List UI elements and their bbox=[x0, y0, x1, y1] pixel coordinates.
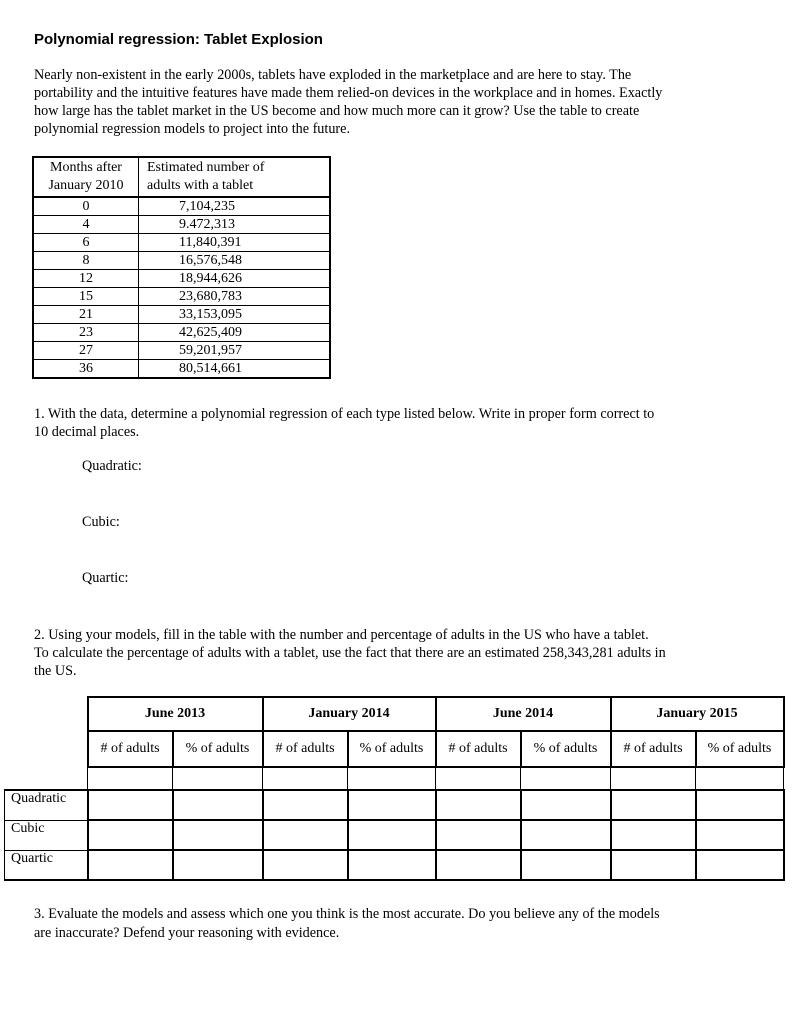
row-label-quartic: Quartic bbox=[5, 850, 88, 880]
period-january-2015: January 2015 bbox=[611, 697, 784, 731]
question-2-line: To calculate the percentage of adults with a tablet, use the fact that there are an estimated 258,343,281 adults in bbox=[34, 645, 666, 661]
answer-cell[interactable] bbox=[263, 850, 348, 880]
row-label-quadratic: Quadratic bbox=[5, 790, 88, 820]
period-june-2014: June 2014 bbox=[436, 697, 611, 731]
intro-line: how large has the tablet market in the US become and how much more can it grow? Use the table to create bbox=[34, 103, 640, 119]
adults-cell: 33,153,095 bbox=[139, 306, 331, 324]
answer-cell[interactable] bbox=[696, 850, 784, 880]
adults-header-line: adults with a tablet bbox=[147, 178, 254, 193]
months-header bbox=[33, 157, 139, 197]
count-header: # of adults bbox=[88, 731, 173, 767]
spacer-cell bbox=[611, 767, 696, 790]
adults-cell: 59,201,957 bbox=[139, 342, 331, 360]
months-cell: 8 bbox=[33, 252, 139, 270]
corner-blank bbox=[5, 767, 88, 790]
subheader-row bbox=[5, 731, 784, 767]
question-1-line: 1. With the data, determine a polynomial regression of each type listed below. Write in proper form correct to bbox=[34, 406, 655, 422]
months-cell: 12 bbox=[33, 270, 139, 288]
months-cell: 23 bbox=[33, 324, 139, 342]
adults-cell: 80,514,661 bbox=[139, 360, 331, 379]
question-3 bbox=[34, 905, 764, 943]
quadratic-model-label: Quadratic: bbox=[82, 458, 142, 474]
intro-line: Nearly non-existent in the early 2000s, tablets have exploded in the marketplace and are here to stay. The bbox=[34, 67, 632, 83]
answer-cell[interactable] bbox=[521, 790, 611, 820]
table-header-row bbox=[33, 157, 330, 197]
spacer-cell bbox=[173, 767, 263, 790]
question-2-line: 2. Using your models, fill in the table with the number and percentage of adults in the US who have a tablet. bbox=[34, 627, 649, 643]
adults-cell: 7,104,235 bbox=[139, 197, 331, 216]
months-cell: 0 bbox=[33, 197, 139, 216]
table-row bbox=[33, 288, 330, 306]
table-row bbox=[33, 324, 330, 342]
table-row bbox=[33, 216, 330, 234]
table-row bbox=[33, 197, 330, 216]
answer-cell[interactable] bbox=[263, 790, 348, 820]
quartic-model-label: Quartic: bbox=[82, 570, 129, 586]
answer-cell[interactable] bbox=[611, 820, 696, 850]
answer-cell[interactable] bbox=[88, 820, 173, 850]
answer-cell[interactable] bbox=[173, 790, 263, 820]
answer-cell[interactable] bbox=[436, 850, 521, 880]
answer-cell[interactable] bbox=[436, 790, 521, 820]
months-cell: 21 bbox=[33, 306, 139, 324]
table-row bbox=[33, 234, 330, 252]
count-header: # of adults bbox=[263, 731, 348, 767]
months-header-line: January 2010 bbox=[48, 178, 124, 193]
question-3-line: are inaccurate? Defend your reasoning with evidence. bbox=[34, 925, 340, 941]
period-june-2013: June 2013 bbox=[88, 697, 263, 731]
corner-blank bbox=[5, 731, 88, 767]
table-row bbox=[33, 306, 330, 324]
answer-cell[interactable] bbox=[88, 850, 173, 880]
spacer-cell bbox=[521, 767, 611, 790]
quadratic-row bbox=[5, 790, 784, 820]
count-header: # of adults bbox=[611, 731, 696, 767]
spacer-cell bbox=[696, 767, 784, 790]
adults-cell: 9.472,313 bbox=[139, 216, 331, 234]
worksheet-title: Polynomial regression: Tablet Explosion bbox=[34, 31, 323, 48]
tablet-data-table bbox=[32, 156, 331, 379]
spacer-cell bbox=[88, 767, 173, 790]
months-cell: 15 bbox=[33, 288, 139, 306]
answer-cell[interactable] bbox=[348, 820, 436, 850]
answer-cell[interactable] bbox=[173, 820, 263, 850]
row-label-cubic: Cubic bbox=[5, 820, 88, 850]
intro-line: polynomial regression models to project into the future. bbox=[34, 121, 350, 137]
question-2-line: the US. bbox=[34, 663, 77, 679]
question-3-line: 3. Evaluate the models and assess which one you think is the most accurate. Do you believe any of the models bbox=[34, 906, 660, 922]
answer-cell[interactable] bbox=[88, 790, 173, 820]
months-cell: 6 bbox=[33, 234, 139, 252]
table-row bbox=[33, 360, 330, 379]
period-january-2014: January 2014 bbox=[263, 697, 436, 731]
cubic-row bbox=[5, 820, 784, 850]
months-cell: 4 bbox=[33, 216, 139, 234]
intro-paragraph bbox=[34, 66, 764, 138]
spacer-row bbox=[5, 767, 784, 790]
intro-line: portability and the intuitive features have made them relied-on devices in the workplace and in homes. Exactly bbox=[34, 85, 663, 101]
adults-cell: 23,680,783 bbox=[139, 288, 331, 306]
adults-cell: 42,625,409 bbox=[139, 324, 331, 342]
adults-cell: 18,944,626 bbox=[139, 270, 331, 288]
months-cell: 27 bbox=[33, 342, 139, 360]
spacer-cell bbox=[263, 767, 348, 790]
table-row bbox=[33, 252, 330, 270]
adults-cell: 16,576,548 bbox=[139, 252, 331, 270]
answer-cell[interactable] bbox=[611, 790, 696, 820]
answer-cell[interactable] bbox=[696, 790, 784, 820]
corner-blank bbox=[5, 697, 88, 731]
cubic-model-label: Cubic: bbox=[82, 514, 120, 530]
answer-cell[interactable] bbox=[521, 820, 611, 850]
adults-cell: 11,840,391 bbox=[139, 234, 331, 252]
question-1 bbox=[34, 405, 764, 441]
answer-cell[interactable] bbox=[173, 850, 263, 880]
percent-header: % of adults bbox=[348, 731, 436, 767]
answer-cell[interactable] bbox=[348, 850, 436, 880]
period-header-row bbox=[5, 697, 784, 731]
table-row bbox=[33, 342, 330, 360]
projection-table bbox=[4, 696, 785, 881]
question-1-line: 10 decimal places. bbox=[34, 424, 140, 440]
percent-header: % of adults bbox=[173, 731, 263, 767]
percent-header: % of adults bbox=[696, 731, 784, 767]
spacer-cell bbox=[436, 767, 521, 790]
answer-cell[interactable] bbox=[436, 820, 521, 850]
adults-header-line: Estimated number of bbox=[147, 160, 265, 175]
answer-cell[interactable] bbox=[263, 820, 348, 850]
question-2 bbox=[34, 626, 764, 680]
count-header: # of adults bbox=[436, 731, 521, 767]
adults-header bbox=[139, 157, 331, 197]
table-row bbox=[33, 270, 330, 288]
months-cell: 36 bbox=[33, 360, 139, 379]
spacer-cell bbox=[348, 767, 436, 790]
answer-cell[interactable] bbox=[521, 850, 611, 880]
answer-cell[interactable] bbox=[611, 850, 696, 880]
answer-cell[interactable] bbox=[696, 820, 784, 850]
months-header-line: Months after bbox=[50, 160, 122, 175]
quartic-row bbox=[5, 850, 784, 880]
answer-cell[interactable] bbox=[348, 790, 436, 820]
percent-header: % of adults bbox=[521, 731, 611, 767]
